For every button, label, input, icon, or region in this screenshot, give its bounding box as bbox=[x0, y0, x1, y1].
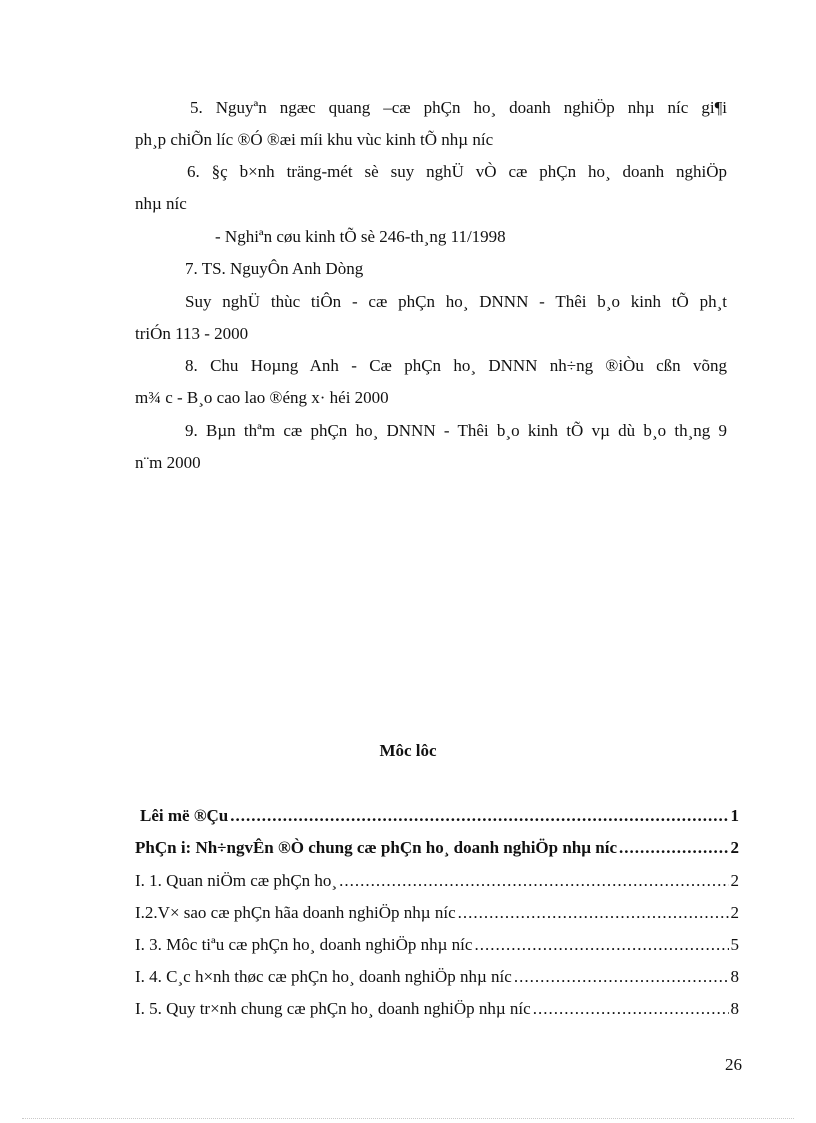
toc-entry bbox=[135, 967, 739, 989]
toc-entry bbox=[135, 838, 739, 860]
ref-8-line-2: m¾ c - B¸o cao lao ®éng x· héi 2000 bbox=[135, 388, 389, 407]
ref-7-line-1: 7. TS. NguyÔn Anh Dòng bbox=[185, 259, 364, 278]
toc-entry-page: 1 bbox=[730, 806, 739, 825]
ref-9-line-2: n¨m 2000 bbox=[135, 453, 201, 472]
toc-entry-text: PhÇn i: Nh÷ngvÊn ®Ò chung cæ phÇn ho¸ doanh nghiÖp nhµ níc bbox=[135, 838, 618, 857]
toc-leader bbox=[339, 871, 728, 891]
toc-leader bbox=[619, 838, 728, 858]
toc-entry-text: I.2.V× sao cæ phÇn hãa doanh nghiÖp nhµ níc bbox=[135, 903, 456, 922]
toc-title: Môc lôc bbox=[379, 741, 437, 760]
toc-leader bbox=[514, 967, 729, 987]
toc-entry-page: 2 bbox=[730, 838, 739, 857]
ref-9-line-1: 9. Bµn thªm cæ phÇn ho¸ DNNN - Thêi b¸o kinh tÕ vµ dù b¸o th¸ng 9 bbox=[185, 421, 727, 440]
ref-5-line-1: 5. Nguyªn ngæc quang –cæ phÇn ho¸ doanh nghiÖp nhµ níc gi¶i bbox=[190, 98, 727, 117]
toc-entry-page: 8 bbox=[730, 999, 739, 1018]
toc-entry-page: 2 bbox=[730, 871, 739, 890]
ref-5-line-2: ph¸p chiÕn líc ®Ó ®æi míi khu vùc kinh tÕ nhµ níc bbox=[135, 130, 494, 149]
toc-entry-text: I. 5. Quy tr×nh chung cæ phÇn ho¸ doanh nghiÖp nhµ níc bbox=[135, 999, 531, 1018]
toc-leader bbox=[230, 806, 728, 826]
toc-leader bbox=[458, 903, 729, 923]
toc-entry bbox=[140, 806, 739, 828]
toc-entry bbox=[135, 903, 739, 925]
ref-7-line-3: triÓn 113 - 2000 bbox=[135, 324, 249, 343]
toc-entry-text: I. 1. Quan niÖm cæ phÇn ho¸ bbox=[135, 871, 338, 890]
toc-entry-page: 8 bbox=[730, 967, 739, 986]
page-number: 26 bbox=[725, 1055, 742, 1074]
ref-6-line-2: nhµ níc bbox=[135, 194, 187, 213]
ref-6-line-3: - Nghiªn cøu kinh tÕ sè 246-th¸ng 11/1998 bbox=[215, 227, 506, 246]
ref-8-line-1: 8. Chu Hoµng Anh - Cæ phÇn ho¸ DNNN nh÷ng ®iÒu cßn võng bbox=[185, 356, 727, 375]
toc-entry bbox=[135, 935, 739, 957]
toc-leader bbox=[533, 999, 729, 1019]
toc-entry-page: 2 bbox=[730, 903, 739, 922]
toc-entry-text: Lêi më ®Çu bbox=[140, 806, 229, 825]
toc-entry bbox=[135, 871, 739, 893]
ref-7-line-2: Suy nghÜ thùc tiÔn - cæ phÇn ho¸ DNNN - Thêi b¸o kinh tÕ ph¸t bbox=[185, 292, 727, 311]
page-bottom-divider bbox=[22, 1118, 794, 1119]
ref-6-line-1: 6. §ç b×nh träng-mét sè suy nghÜ vÒ cæ phÇn ho¸ doanh nghiÖp bbox=[187, 162, 727, 181]
toc-entry-text: I. 4. C¸c h×nh thøc cæ phÇn ho¸ doanh nghiÖp nhµ níc bbox=[135, 967, 512, 986]
toc-entry bbox=[135, 999, 739, 1021]
toc-leader bbox=[474, 935, 728, 955]
toc-entry-page: 5 bbox=[730, 935, 739, 954]
toc-entry-text: I. 3. Môc tiªu cæ phÇn ho¸ doanh nghiÖp nhµ níc bbox=[135, 935, 473, 954]
